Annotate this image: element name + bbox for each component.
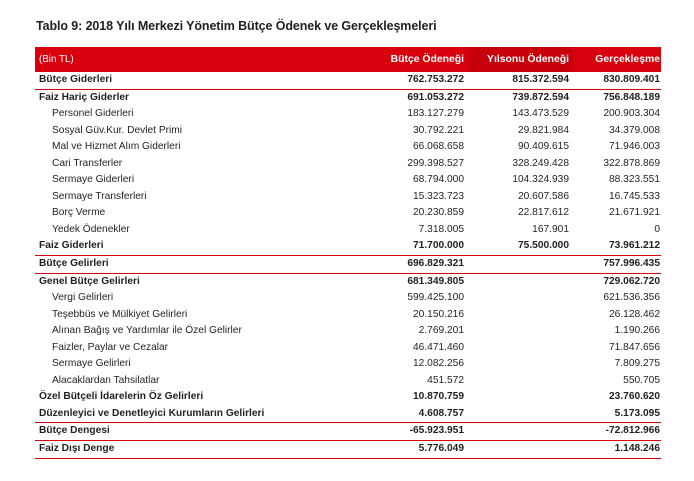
table-row	[35, 106, 661, 123]
table-row	[35, 340, 661, 357]
row-value-3: 34.379.008	[609, 124, 660, 136]
row-value-2	[468, 423, 573, 441]
table-row	[35, 72, 661, 89]
row-label: Teşebbüs ve Mülkiyet Gelirleri	[52, 308, 188, 320]
row-value-2: 815.372.594	[468, 72, 573, 89]
row-label: Bütçe Giderleri	[35, 72, 373, 89]
row-value-3: 729.062.720	[603, 275, 660, 287]
row-label: Sermaye Transferleri	[52, 190, 147, 202]
row-label: Sermaye Gelirleri	[52, 358, 131, 370]
row-value-2	[468, 441, 573, 459]
budget-table-container	[35, 47, 661, 459]
row-label: Bütçe Gelirleri	[35, 256, 373, 274]
row-value-3: 0	[654, 223, 660, 235]
table-row	[35, 356, 661, 373]
row-value-1: 599.425.100	[407, 292, 464, 304]
row-value-3: 23.760.620	[609, 391, 660, 403]
header-row	[35, 47, 661, 72]
row-value-3: 21.671.921	[609, 207, 660, 219]
table-header	[35, 47, 661, 72]
row-value-2	[468, 389, 573, 406]
row-value-3: 1.190.266	[614, 325, 660, 337]
row-value-3: 73.961.212	[573, 238, 661, 255]
row-value-2: 143.473.529	[512, 108, 569, 120]
row-value-2	[468, 290, 573, 307]
table-row	[35, 222, 661, 239]
row-value-1: 12.082.256	[413, 358, 464, 370]
row-value-1: 66.068.658	[413, 141, 464, 153]
row-label: Vergi Gelirleri	[52, 292, 114, 304]
table-row	[35, 441, 661, 459]
table-row	[35, 290, 661, 307]
row-value-2: 22.817.612	[518, 207, 569, 219]
row-value-2: 328.249.428	[512, 157, 569, 169]
row-value-1: 20.230.859	[413, 207, 464, 219]
table-body	[35, 72, 661, 458]
header-col-yilsonu-odenegi: Yılsonu Ödeneği	[468, 47, 573, 72]
table-row	[35, 205, 661, 222]
page-title: Tablo 9: 2018 Yılı Merkezi Yönetim Bütçe Ödenek ve Gerçekleşmeleri	[36, 19, 437, 33]
row-value-1: 5.776.049	[373, 441, 468, 459]
row-label: Alınan Bağış ve Yardımlar ile Özel Gelirler	[52, 325, 242, 337]
row-value-3: -72.812.966	[573, 423, 661, 441]
row-value-2: 29.821.984	[518, 124, 569, 136]
row-value-2	[468, 323, 573, 340]
table-row	[35, 373, 661, 390]
row-value-2: 739.872.594	[512, 91, 569, 103]
row-value-1: 68.794.000	[413, 174, 464, 186]
row-value-1: 681.349.805	[407, 275, 464, 287]
table-row	[35, 389, 661, 406]
row-value-1: 183.127.279	[407, 108, 464, 120]
row-value-3: 16.745.533	[609, 190, 660, 202]
row-value-2: 167.901	[532, 223, 569, 235]
row-label: Düzenleyici ve Denetleyici Kurumların Gelirleri	[35, 406, 373, 423]
row-value-3: 7.809.275	[614, 358, 660, 370]
row-value-1: 691.053.272	[407, 91, 464, 103]
row-value-3: 322.878.869	[603, 157, 660, 169]
row-value-1: -65.923.951	[373, 423, 468, 441]
row-value-1: 46.471.460	[413, 341, 464, 353]
row-value-1: 10.870.759	[413, 391, 464, 403]
row-value-2	[468, 256, 573, 274]
row-label: Cari Transferler	[52, 157, 123, 169]
row-value-2	[468, 340, 573, 357]
row-label: Faiz Giderleri	[35, 238, 373, 255]
row-value-1: 4.608.757	[373, 406, 468, 423]
row-value-2: 20.607.586	[518, 190, 569, 202]
row-label: Borç Verme	[52, 207, 106, 219]
row-label: Özel Bütçeli İdarelerin Öz Gelirleri	[39, 391, 204, 403]
row-value-3: 757.996.435	[573, 256, 661, 274]
row-value-1: 7.318.005	[418, 223, 464, 235]
budget-table	[35, 47, 661, 459]
row-label: Personel Giderleri	[52, 108, 134, 120]
row-value-2	[468, 273, 573, 290]
table-row	[35, 323, 661, 340]
row-label: Faiz Dışı Denge	[35, 441, 373, 459]
row-value-1: 762.753.272	[373, 72, 468, 89]
row-value-2: 75.500.000	[468, 238, 573, 255]
row-label: Bütçe Dengesi	[35, 423, 373, 441]
header-col-gerceklesme: Gerçekleşme	[573, 47, 661, 72]
row-value-2: 90.409.615	[518, 141, 569, 153]
row-label: Sosyal Güv.Kur. Devlet Primi	[52, 124, 183, 136]
row-value-1: 15.323.723	[413, 190, 464, 202]
row-value-3: 621.536.356	[603, 292, 660, 304]
row-value-2	[468, 373, 573, 390]
table-row	[35, 307, 661, 324]
row-label: Faiz Hariç Giderler	[39, 91, 130, 103]
row-value-1: 71.700.000	[373, 238, 468, 255]
table-row	[35, 172, 661, 189]
row-label: Genel Bütçe Gelirleri	[39, 275, 140, 287]
row-value-1: 30.792.221	[413, 124, 464, 136]
row-value-1: 696.829.321	[373, 256, 468, 274]
row-value-3: 71.847.656	[609, 341, 660, 353]
row-label: Yedek Ödenekler	[52, 223, 130, 235]
row-value-1: 299.398.527	[407, 157, 464, 169]
row-label: Faizler, Paylar ve Cezalar	[52, 341, 169, 353]
row-value-3: 1.148.246	[573, 441, 661, 459]
row-value-3: 830.809.401	[573, 72, 661, 89]
table-row	[35, 139, 661, 156]
table-row	[35, 406, 661, 423]
table-row	[35, 423, 661, 441]
header-col-butce-odenegi: Bütçe Ödeneği	[373, 47, 468, 72]
header-unit-label: (Bin TL)	[35, 47, 373, 72]
row-value-2	[468, 356, 573, 373]
row-label: Mal ve Hizmet Alım Giderleri	[52, 141, 181, 153]
row-value-3: 71.946.003	[609, 141, 660, 153]
row-value-3: 200.903.304	[603, 108, 660, 120]
row-label: Sermaye Giderleri	[52, 174, 135, 186]
row-label: Alacaklardan Tahsilatlar	[52, 374, 160, 386]
row-value-3: 550.705	[623, 374, 660, 386]
table-row	[35, 123, 661, 140]
row-value-1: 451.572	[427, 374, 464, 386]
table-row	[35, 256, 661, 274]
table-row	[35, 273, 661, 290]
table-row	[35, 89, 661, 106]
row-value-3: 756.848.189	[603, 91, 660, 103]
row-value-3: 5.173.095	[573, 406, 661, 423]
row-value-2: 104.324.939	[512, 174, 569, 186]
table-row	[35, 156, 661, 173]
row-value-3: 88.323.551	[609, 174, 660, 186]
row-value-2	[468, 307, 573, 324]
row-value-3: 26.128.462	[609, 308, 660, 320]
row-value-1: 20.150.216	[413, 308, 464, 320]
table-row	[35, 238, 661, 255]
table-row	[35, 189, 661, 206]
row-value-1: 2.769.201	[418, 325, 464, 337]
row-value-2	[468, 406, 573, 423]
